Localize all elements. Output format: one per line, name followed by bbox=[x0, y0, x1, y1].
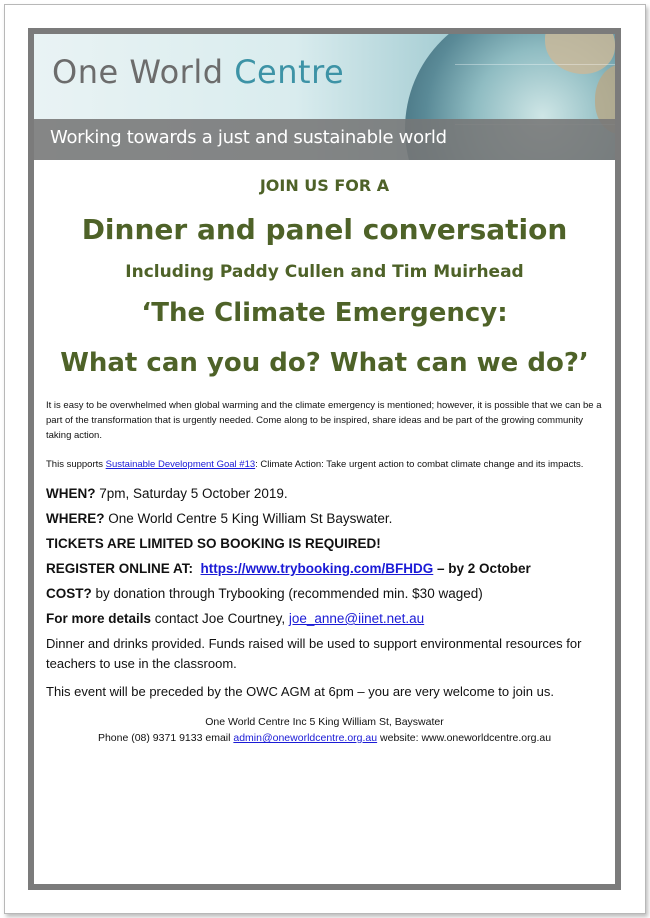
flyer-frame bbox=[28, 28, 621, 890]
sdg-link[interactable]: Sustainable Development Goal #13 bbox=[105, 459, 256, 470]
register-line: REGISTER ONLINE AT: https://www.trybooking.com/BFHDG – by 2 October bbox=[46, 561, 531, 576]
footer bbox=[34, 714, 615, 746]
event-title: Dinner and panel conversation bbox=[81, 213, 568, 246]
intro-heading: JOIN US FOR A bbox=[259, 176, 390, 195]
globe-land-shape bbox=[545, 34, 615, 74]
cost-line: COST? by donation through Trybooking (recommended min. $30 waged) bbox=[46, 586, 483, 601]
panelists: Including Paddy Cullen and Tim Muirhead bbox=[125, 262, 524, 282]
when-line: WHEN? 7pm, Saturday 5 October 2019. bbox=[46, 486, 288, 501]
contact-email-link[interactable]: joe_anne@iinet.net.au bbox=[288, 611, 425, 626]
footer-contact: Phone (08) 9371 9133 email admin@oneworldcentre.org.au website: www.oneworldcentre.org.au bbox=[97, 732, 552, 744]
header-banner bbox=[34, 34, 615, 160]
contact-line: For more details contact Joe Courtney, joe_anne@iinet.net.au bbox=[46, 611, 425, 626]
dinner-note: Dinner and drinks provided. Funds raised will be used to support environmental resources for teachers to use in the classroom. bbox=[46, 636, 582, 671]
brand-logo: One World Centre bbox=[52, 53, 345, 91]
tagline: Working towards a just and sustainable world bbox=[50, 127, 447, 148]
tickets-notice: TICKETS ARE LIMITED SO BOOKING IS REQUIRED! bbox=[46, 536, 381, 551]
theme-line-1: ‘The Climate Emergency: bbox=[141, 298, 508, 328]
where-line: WHERE? One World Centre 5 King William St Bayswater. bbox=[46, 511, 393, 526]
footer-email-link[interactable]: admin@oneworldcentre.org.au bbox=[233, 732, 378, 744]
theme-line-2: What can you do? What can we do?’ bbox=[60, 348, 589, 378]
tagline-bar bbox=[34, 119, 615, 160]
register-link[interactable]: https://www.trybooking.com/BFHDG bbox=[200, 561, 434, 576]
flyer-content bbox=[34, 160, 615, 746]
sdg-paragraph: This supports Sustainable Development Goal #13: Climate Action: Take urgent action to combat climate change and its impacts. bbox=[46, 459, 584, 470]
description-paragraph: It is easy to be overwhelmed when global warming and the climate emergency is mentioned; however, it is possible that we can be a part of the transformation that is urgently needed. Come along to be inspired, share ideas and be part of the growing community taking action. bbox=[46, 400, 602, 441]
footer-address: One World Centre Inc 5 King William St, Bayswater bbox=[205, 716, 444, 728]
globe-gridline bbox=[455, 64, 615, 65]
agm-note: This event will be preceded by the OWC AGM at 6pm – you are very welcome to join us. bbox=[46, 684, 554, 699]
